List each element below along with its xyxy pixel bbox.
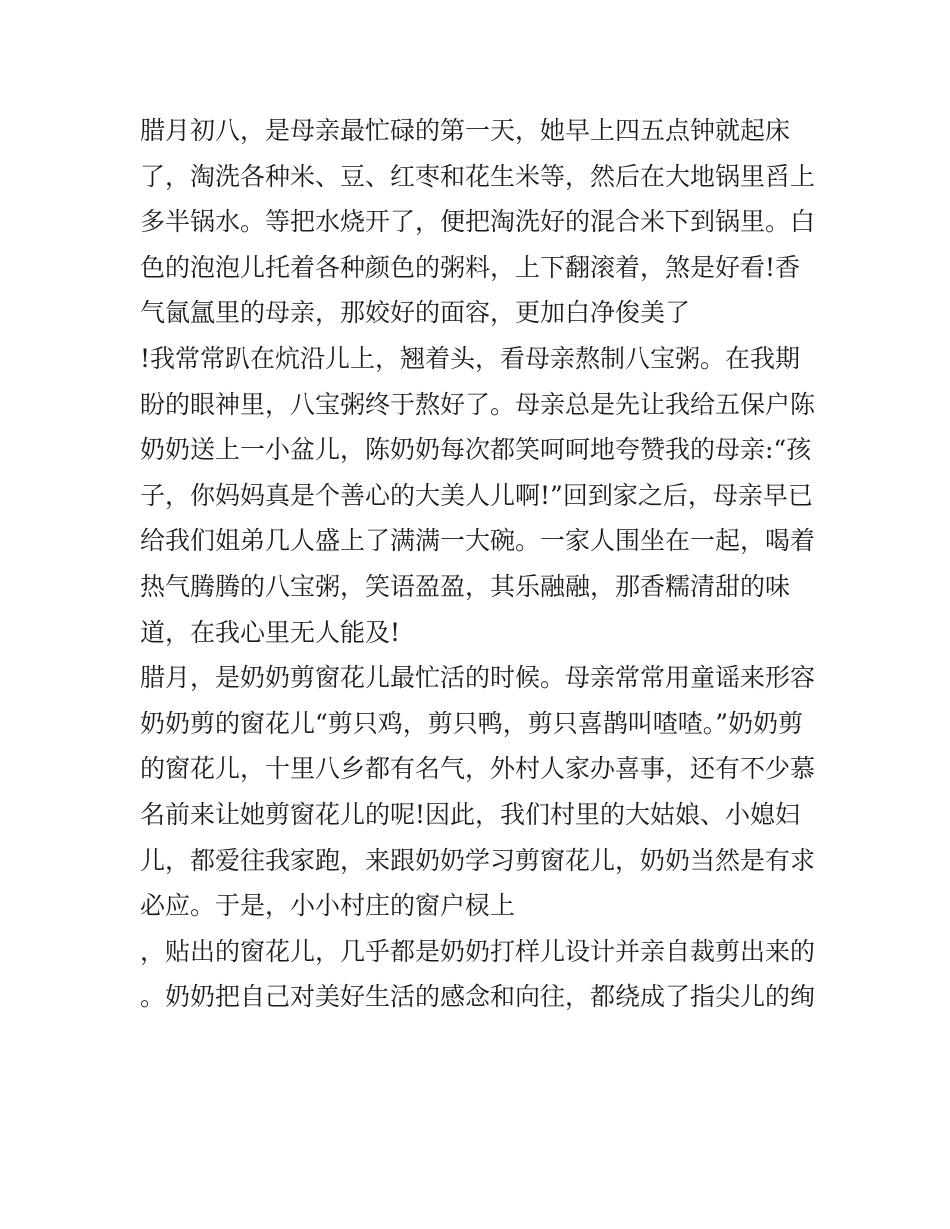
text-line: 奶奶剪的窗花儿“剪只鸡，剪只鸭，剪只喜鹊叫喳喳。”奶奶剪 bbox=[140, 708, 804, 738]
text-line: !我常常趴在炕沿儿上，翘着头，看母亲熬制八宝粥。在我期 bbox=[140, 343, 801, 373]
text-line: 气氤氲里的母亲，那姣好的面容，更加白净俊美了 bbox=[140, 298, 691, 328]
text-line: 给我们姐弟几人盛上了满满一大碗。一家人围坐在一起，喝着 bbox=[140, 526, 816, 556]
text-line: 热气腾腾的八宝粥，笑语盈盈，其乐融融，那香糯清甜的味 bbox=[140, 571, 791, 601]
text-line: 道，在我心里无人能及! bbox=[140, 617, 401, 647]
text-line: 名前来让她剪窗花儿的呢!因此，我们村里的大姑娘、小媳妇 bbox=[140, 799, 801, 829]
text-line: 。奶奶把自己对美好生活的感念和向往，都绕成了指尖儿的绚 bbox=[140, 982, 816, 1012]
text-line: ，贴出的窗花儿，几乎都是奶奶打样儿设计并亲自裁剪出来的 bbox=[140, 936, 816, 966]
text-line: 必应。于是，小小村庄的窗户棂上 bbox=[140, 891, 516, 921]
text-line: 多半锅水。等把水烧开了，便把淘洗好的混合米下到锅里。白 bbox=[140, 207, 816, 237]
text-line: 的窗花儿，十里八乡都有名气，外村人家办喜事，还有不少慕 bbox=[140, 754, 816, 784]
text-line: 腊月，是奶奶剪窗花儿最忙活的时候。母亲常常用童谣来形容 bbox=[140, 663, 816, 693]
text-line: 奶奶送上一小盆儿，陈奶奶每次都笑呵呵地夸赞我的母亲:“孩 bbox=[140, 435, 812, 465]
text-line: 子，你妈妈真是个善心的大美人儿啊!”回到家之后，母亲早已 bbox=[140, 480, 813, 510]
text-line: 腊月初八，是母亲最忙碌的第一天，她早上四五点钟就起床 bbox=[140, 116, 791, 145]
body-text bbox=[140, 108, 830, 1020]
text-line: 了，淘洗各种米、豆、红枣和花生米等，然后在大地锅里舀上 bbox=[140, 161, 816, 191]
text-line: 儿，都爱往我家跑，来跟奶奶学习剪窗花儿，奶奶当然是有求 bbox=[140, 845, 816, 875]
text-line: 盼的眼神里，八宝粥终于熬好了。母亲总是先让我给五保户陈 bbox=[140, 389, 816, 419]
text-line: 色的泡泡儿托着各种颜色的粥料，上下翻滚着，煞是好看!香 bbox=[140, 252, 801, 282]
